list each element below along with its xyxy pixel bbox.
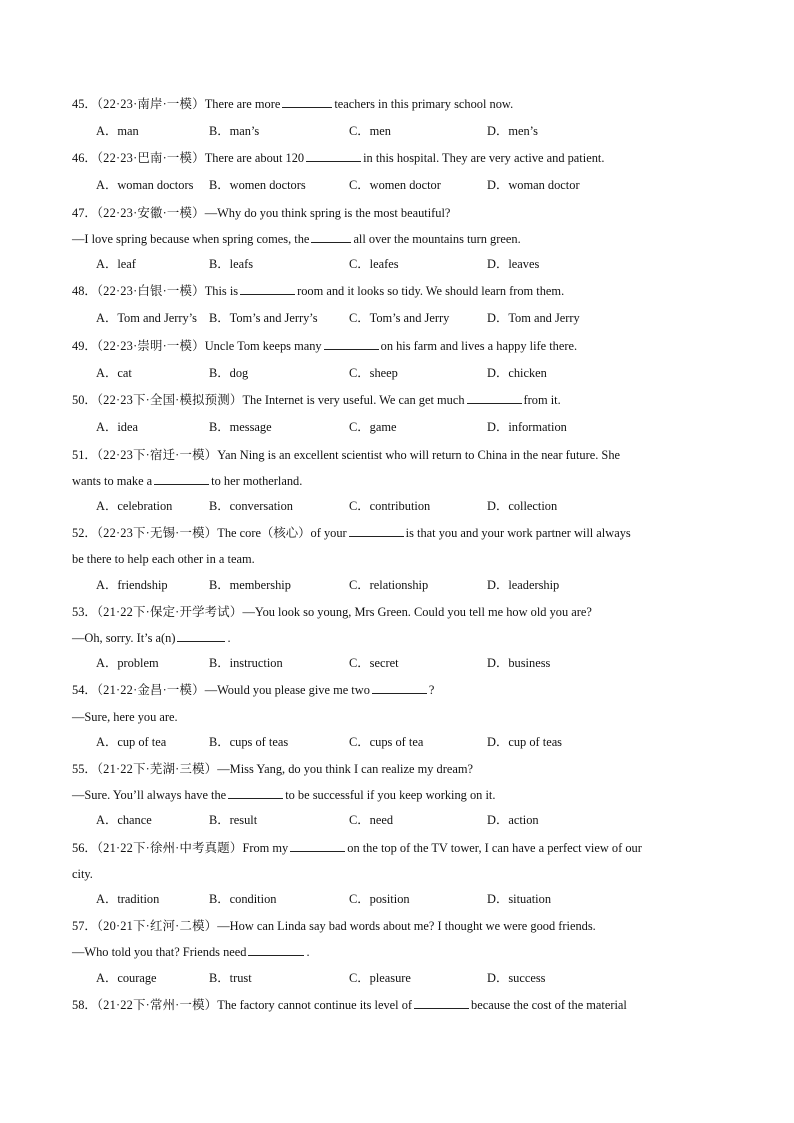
question-text: From my	[242, 841, 289, 855]
question-text-after: on his farm and lives a happy life there.	[380, 339, 578, 353]
answer-option-d[interactable]: D．situation	[487, 892, 552, 906]
answer-blank	[311, 231, 351, 243]
question-number: 51．	[72, 448, 97, 462]
question-stem	[72, 283, 564, 299]
answer-blank	[324, 338, 379, 350]
answer-option-b[interactable]: B．membership	[209, 578, 291, 592]
question-number: 55．	[72, 762, 97, 776]
question-text: There are more	[204, 97, 281, 111]
answer-option-a[interactable]: A．problem	[96, 656, 159, 670]
answer-blank	[290, 840, 345, 852]
answer-option-a[interactable]: A．friendship	[96, 578, 168, 592]
answer-option-a[interactable]: A．chance	[96, 813, 152, 827]
answer-option-b[interactable]: B．leafs	[209, 257, 254, 271]
answer-option-b[interactable]: B．dog	[209, 366, 249, 380]
answer-option-b[interactable]: B．message	[209, 420, 272, 434]
question-continuation	[72, 231, 521, 247]
question-number: 47．	[72, 206, 97, 220]
answer-blank	[240, 283, 295, 295]
question-text-after: is that you and your work partner will always	[405, 526, 631, 540]
answer-blank	[372, 682, 427, 694]
question-text-after: on the top of the TV tower, I can have a perfect view of our	[347, 841, 642, 855]
question-source: （22·23·白银·一模）	[96, 284, 205, 298]
answer-option-a[interactable]: A．man	[96, 124, 139, 138]
question-source: （21·22·金昌·一模）	[96, 683, 205, 697]
answer-option-d[interactable]: D．men’s	[487, 124, 538, 138]
question-text: —You look so young, Mrs Green. Could you tell me how old you are?	[242, 605, 592, 619]
answer-option-b[interactable]: B．instruction	[209, 656, 283, 670]
question-text: —Why do you think spring is the most beautiful?	[204, 206, 451, 220]
answer-blank	[467, 392, 522, 404]
answer-blank	[349, 525, 404, 537]
answer-option-d[interactable]: D．leaves	[487, 257, 540, 271]
question-number: 53．	[72, 605, 97, 619]
answer-blank	[154, 473, 209, 485]
answer-option-b[interactable]: B．man’s	[209, 124, 260, 138]
continuation-text: wants to make a	[72, 474, 153, 488]
answer-option-d[interactable]: D．collection	[487, 499, 558, 513]
answer-option-a[interactable]: A．cup of tea	[96, 735, 167, 749]
question-continuation	[72, 630, 231, 646]
question-stem	[72, 682, 434, 698]
answer-option-b[interactable]: B．trust	[209, 971, 252, 985]
question-stem	[72, 447, 620, 463]
question-text: Uncle Tom keeps many	[204, 339, 322, 353]
answer-option-d[interactable]: D．Tom and Jerry	[487, 311, 580, 325]
answer-option-d[interactable]: D．information	[487, 420, 567, 434]
answer-blank	[282, 96, 332, 108]
question-continuation	[72, 709, 178, 725]
answer-option-a[interactable]: A．courage	[96, 971, 157, 985]
question-stem	[72, 205, 450, 221]
answer-option-b[interactable]: B．condition	[209, 892, 277, 906]
question-text: There are about 120	[204, 151, 305, 165]
answer-option-a[interactable]: A．Tom and Jerry’s	[96, 311, 197, 325]
question-number: 46．	[72, 151, 97, 165]
question-source: （22·23下·全国·模拟预测）	[96, 393, 243, 407]
answer-option-d[interactable]: D．woman doctor	[487, 178, 580, 192]
question-stem	[72, 150, 604, 166]
question-stem	[72, 761, 473, 777]
continuation-text: city.	[72, 867, 93, 881]
question-continuation	[72, 787, 495, 803]
question-text-after: from it.	[523, 393, 561, 407]
question-text: —How can Linda say bad words about me? I thought we were good friends.	[217, 919, 596, 933]
continuation-text: —Sure. You’ll always have the	[72, 788, 227, 802]
question-number: 48．	[72, 284, 97, 298]
question-stem	[72, 392, 561, 408]
answer-option-c[interactable]: C．contribution	[349, 499, 431, 513]
question-source: （21·22下·徐州·中考真题）	[96, 841, 243, 855]
question-source: （22·23下·宿迁·一模）	[96, 448, 218, 462]
answer-option-c[interactable]: C．pleasure	[349, 971, 411, 985]
question-stem	[72, 525, 631, 541]
question-number: 45．	[72, 97, 97, 111]
question-text: Yan Ning is an excellent scientist who will return to China in the near future. She	[217, 448, 621, 462]
question-text: —Would you please give me two	[204, 683, 370, 697]
question-continuation	[72, 473, 302, 489]
question-text: The factory cannot continue its level of	[217, 998, 413, 1012]
answer-option-c[interactable]: C．Tom’s and Jerry	[349, 311, 450, 325]
answer-blank	[228, 787, 283, 799]
answer-option-c[interactable]: C．cups of tea	[349, 735, 424, 749]
question-number: 54．	[72, 683, 97, 697]
question-stem	[72, 604, 592, 620]
question-stem	[72, 997, 627, 1013]
answer-option-d[interactable]: D．business	[487, 656, 551, 670]
question-source: （20·21下·红河·二模）	[96, 919, 218, 933]
answer-blank	[306, 150, 361, 162]
answer-blank	[248, 944, 304, 956]
answer-blank	[177, 630, 225, 642]
answer-option-c[interactable]: C．relationship	[349, 578, 429, 592]
continuation-text: —Sure, here you are.	[72, 710, 178, 724]
question-stem	[72, 96, 513, 112]
question-text-after: in this hospital. They are very active and patient.	[363, 151, 605, 165]
question-continuation	[72, 551, 255, 567]
question-number: 56．	[72, 841, 97, 855]
question-source: （22·23·崇明·一模）	[96, 339, 205, 353]
continuation-text: —Who told you that? Friends need	[72, 945, 247, 959]
question-number: 50．	[72, 393, 97, 407]
answer-option-c[interactable]: C．game	[349, 420, 397, 434]
answer-option-a[interactable]: A．woman doctors	[96, 178, 194, 192]
answer-option-b[interactable]: B．cups of teas	[209, 735, 289, 749]
answer-option-b[interactable]: B．conversation	[209, 499, 293, 513]
continuation-text: —I love spring because when spring comes, the	[72, 232, 310, 246]
continuation-text-after: .	[306, 945, 310, 959]
question-source: （21·22下·保定·开学考试）	[96, 605, 243, 619]
answer-option-b[interactable]: B．women doctors	[209, 178, 306, 192]
answer-option-a[interactable]: A．tradition	[96, 892, 160, 906]
question-text: —Miss Yang, do you think I can realize my dream?	[217, 762, 473, 776]
question-continuation	[72, 866, 93, 882]
question-text: The Internet is very useful. We can get much	[242, 393, 465, 407]
question-source: （22·23下·无锡·一模）	[96, 526, 218, 540]
question-number: 49．	[72, 339, 97, 353]
question-number: 57．	[72, 919, 97, 933]
answer-option-c[interactable]: C．women doctor	[349, 178, 441, 192]
answer-option-c[interactable]: C．men	[349, 124, 391, 138]
question-stem	[72, 840, 642, 856]
question-text: The core（核心）of your	[217, 526, 347, 540]
question-text-after: teachers in this primary school now.	[334, 97, 514, 111]
answer-option-a[interactable]: A．celebration	[96, 499, 173, 513]
question-source: （22·23·巴南·一模）	[96, 151, 205, 165]
question-stem	[72, 338, 577, 354]
question-text-after: because the cost of the material	[471, 998, 627, 1012]
answer-option-d[interactable]: D．success	[487, 971, 546, 985]
answer-option-c[interactable]: C．secret	[349, 656, 399, 670]
answer-option-d[interactable]: D．chicken	[487, 366, 547, 380]
question-source: （21·22下·常州·一模）	[96, 998, 218, 1012]
answer-option-d[interactable]: D．cup of teas	[487, 735, 563, 749]
answer-option-d[interactable]: D．action	[487, 813, 539, 827]
continuation-text-after: all over the mountains turn green.	[353, 232, 521, 246]
answer-option-c[interactable]: C．need	[349, 813, 394, 827]
continuation-text-after: to be successful if you keep working on it.	[285, 788, 496, 802]
answer-option-d[interactable]: D．leadership	[487, 578, 560, 592]
continuation-text-after: to her motherland.	[211, 474, 303, 488]
answer-option-a[interactable]: A．cat	[96, 366, 132, 380]
answer-option-b[interactable]: B．Tom’s and Jerry’s	[209, 311, 318, 325]
question-source: （22·23·安徽·一模）	[96, 206, 205, 220]
continuation-text-after: .	[227, 631, 231, 645]
answer-option-a[interactable]: A．idea	[96, 420, 138, 434]
answer-option-c[interactable]: C．sheep	[349, 366, 398, 380]
continuation-text: be there to help each other in a team.	[72, 552, 255, 566]
question-source: （22·23·南岸·一模）	[96, 97, 205, 111]
continuation-text: —Oh, sorry. It’s a(n)	[72, 631, 176, 645]
question-number: 58．	[72, 998, 97, 1012]
question-text: This is	[204, 284, 239, 298]
question-text-after: room and it looks so tidy. We should learn from them.	[297, 284, 565, 298]
question-text-after: ?	[428, 683, 435, 697]
answer-blank	[414, 997, 469, 1009]
answer-option-a[interactable]: A．leaf	[96, 257, 136, 271]
question-source: （21·22下·芜湖·三模）	[96, 762, 218, 776]
question-number: 52．	[72, 526, 97, 540]
question-stem	[72, 918, 596, 934]
answer-option-c[interactable]: C．position	[349, 892, 410, 906]
answer-option-c[interactable]: C．leafes	[349, 257, 399, 271]
answer-option-b[interactable]: B．result	[209, 813, 258, 827]
question-continuation	[72, 944, 310, 960]
